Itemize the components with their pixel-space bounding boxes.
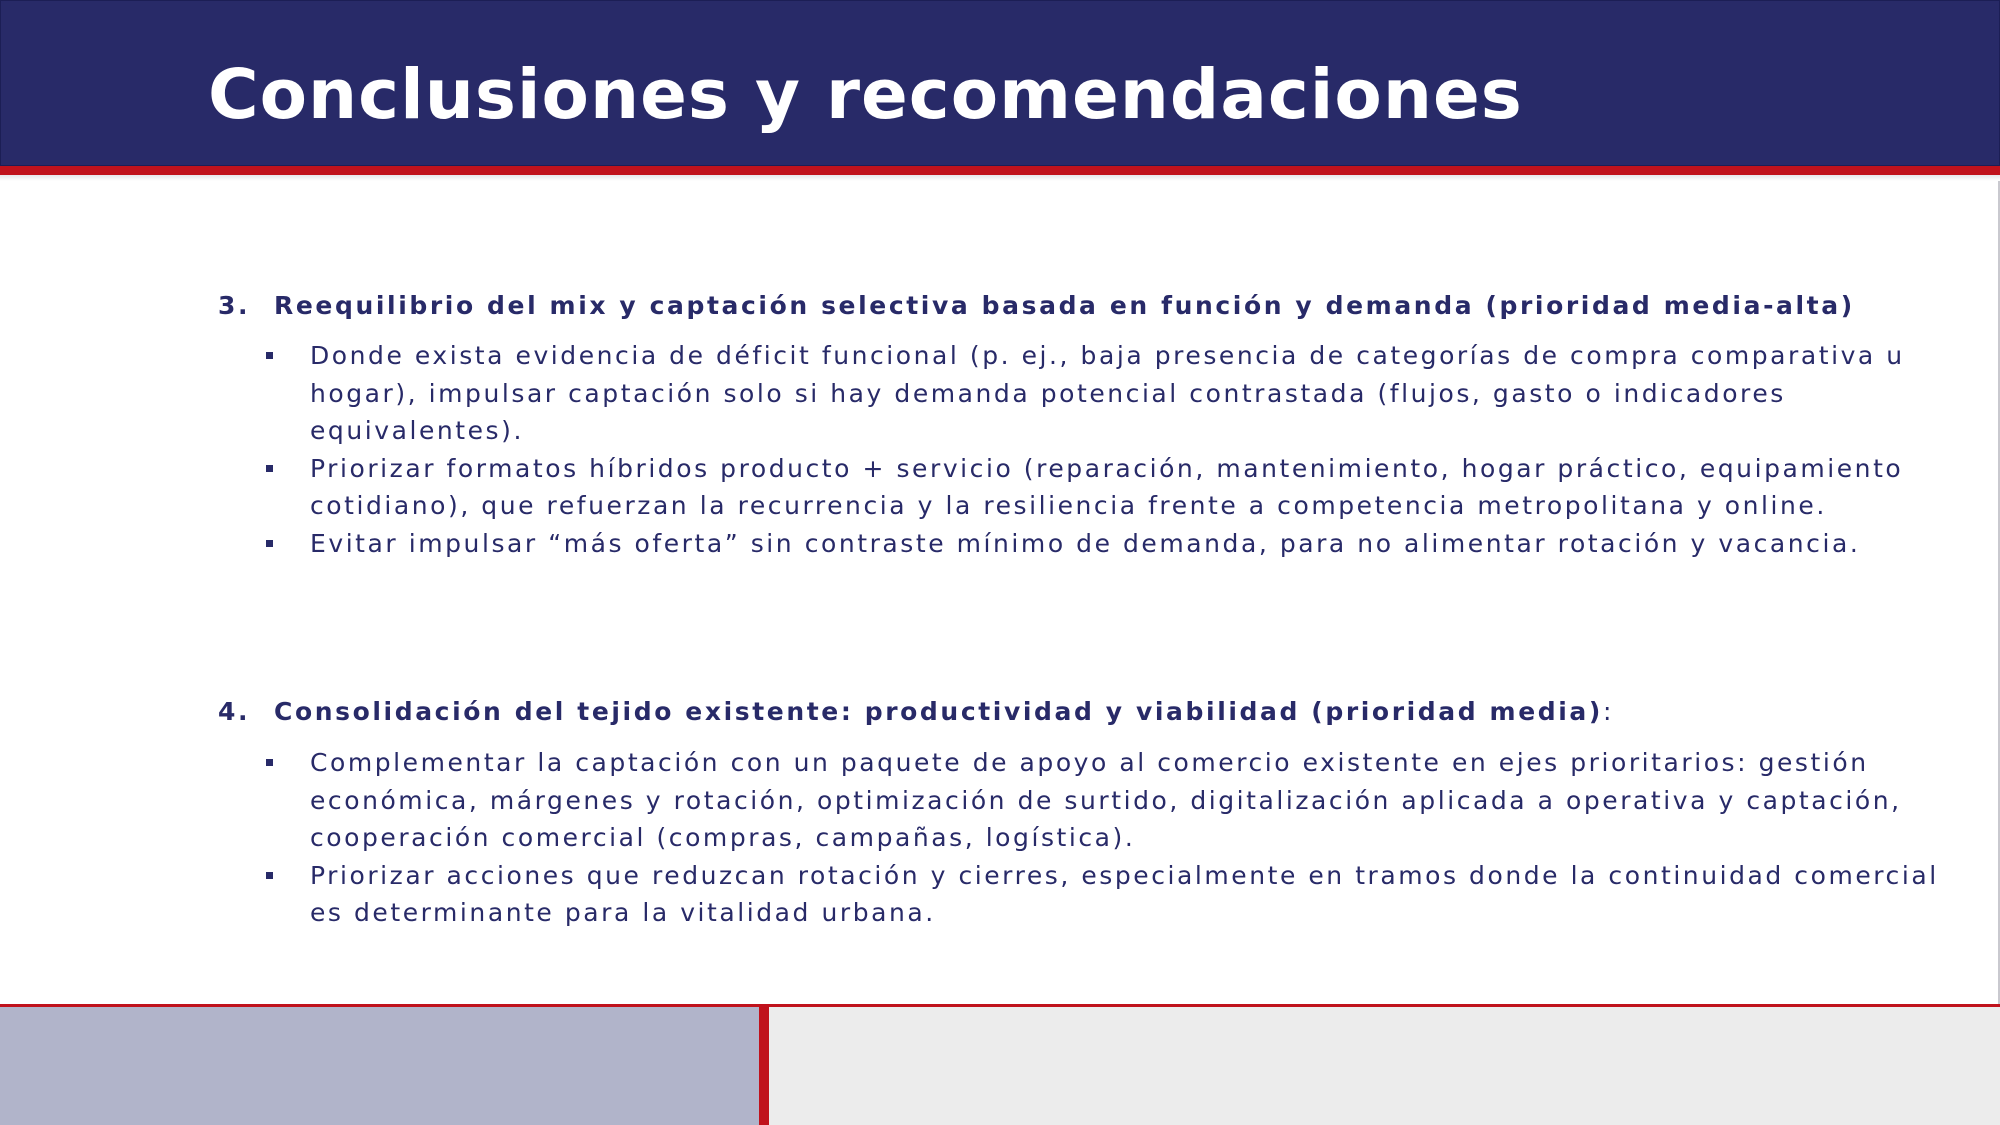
section-number: 4. <box>218 697 251 726</box>
list-item <box>266 744 1966 857</box>
square-bullet-icon <box>266 352 273 359</box>
square-bullet-icon <box>266 759 273 766</box>
section-4-bullets <box>266 744 1966 932</box>
section-heading-text: Reequilibrio del mix y captación selectiva basada en función y demanda (prioridad media-alta) <box>274 291 1855 320</box>
title-banner <box>0 0 2000 166</box>
section-heading-suffix: : <box>1602 697 1614 726</box>
section-3-heading <box>218 288 1855 324</box>
list-item <box>266 337 1966 450</box>
bullet-text: Evitar impulsar “más oferta” sin contraste mínimo de demanda, para no alimentar rotación y vacancia. <box>310 528 1861 558</box>
footer-divider <box>759 1007 769 1125</box>
square-bullet-icon <box>266 540 273 547</box>
bullet-text: Priorizar formatos híbridos producto + servicio (reparación, mantenimiento, hogar práctico, equipamiento cotidiano), que refuerzan la recurrencia y la resiliencia frente a competencia metropolitana y online. <box>310 453 1904 520</box>
footer-left-panel <box>0 1007 759 1125</box>
square-bullet-icon <box>266 465 273 472</box>
section-4-heading <box>218 694 1614 730</box>
page-title: Conclusiones y recomendaciones <box>208 55 1523 135</box>
bullet-text: Complementar la captación con un paquete de apoyo al comercio existente en ejes prioritarios: gestión económica, márgenes y rotación, optimización de surtido, digitalización aplicada a operativa y captación, cooperación comercial (compras, campañas, logística). <box>310 748 1902 852</box>
list-item <box>266 857 1966 932</box>
section-number: 3. <box>218 291 251 320</box>
footer-right-panel <box>769 1007 2000 1125</box>
list-item <box>266 525 1966 563</box>
list-item <box>266 450 1966 525</box>
bullet-text: Priorizar acciones que reduzcan rotación y cierres, especialmente en tramos donde la continuidad comercial es determinante para la vitalidad urbana. <box>310 860 1939 927</box>
square-bullet-icon <box>266 872 273 879</box>
header-accent-line <box>0 166 2000 175</box>
section-3-bullets <box>266 337 1966 562</box>
section-heading-text: Consolidación del tejido existente: productividad y viabilidad (prioridad media) <box>274 697 1603 726</box>
header-shadow <box>0 175 2000 181</box>
bullet-text: Donde exista evidencia de déficit funcional (p. ej., baja presencia de categorías de compra comparativa u hogar), impulsar captación solo si hay demanda potencial contrastada (flujos, gasto o indicadores equivalentes). <box>310 341 1905 445</box>
